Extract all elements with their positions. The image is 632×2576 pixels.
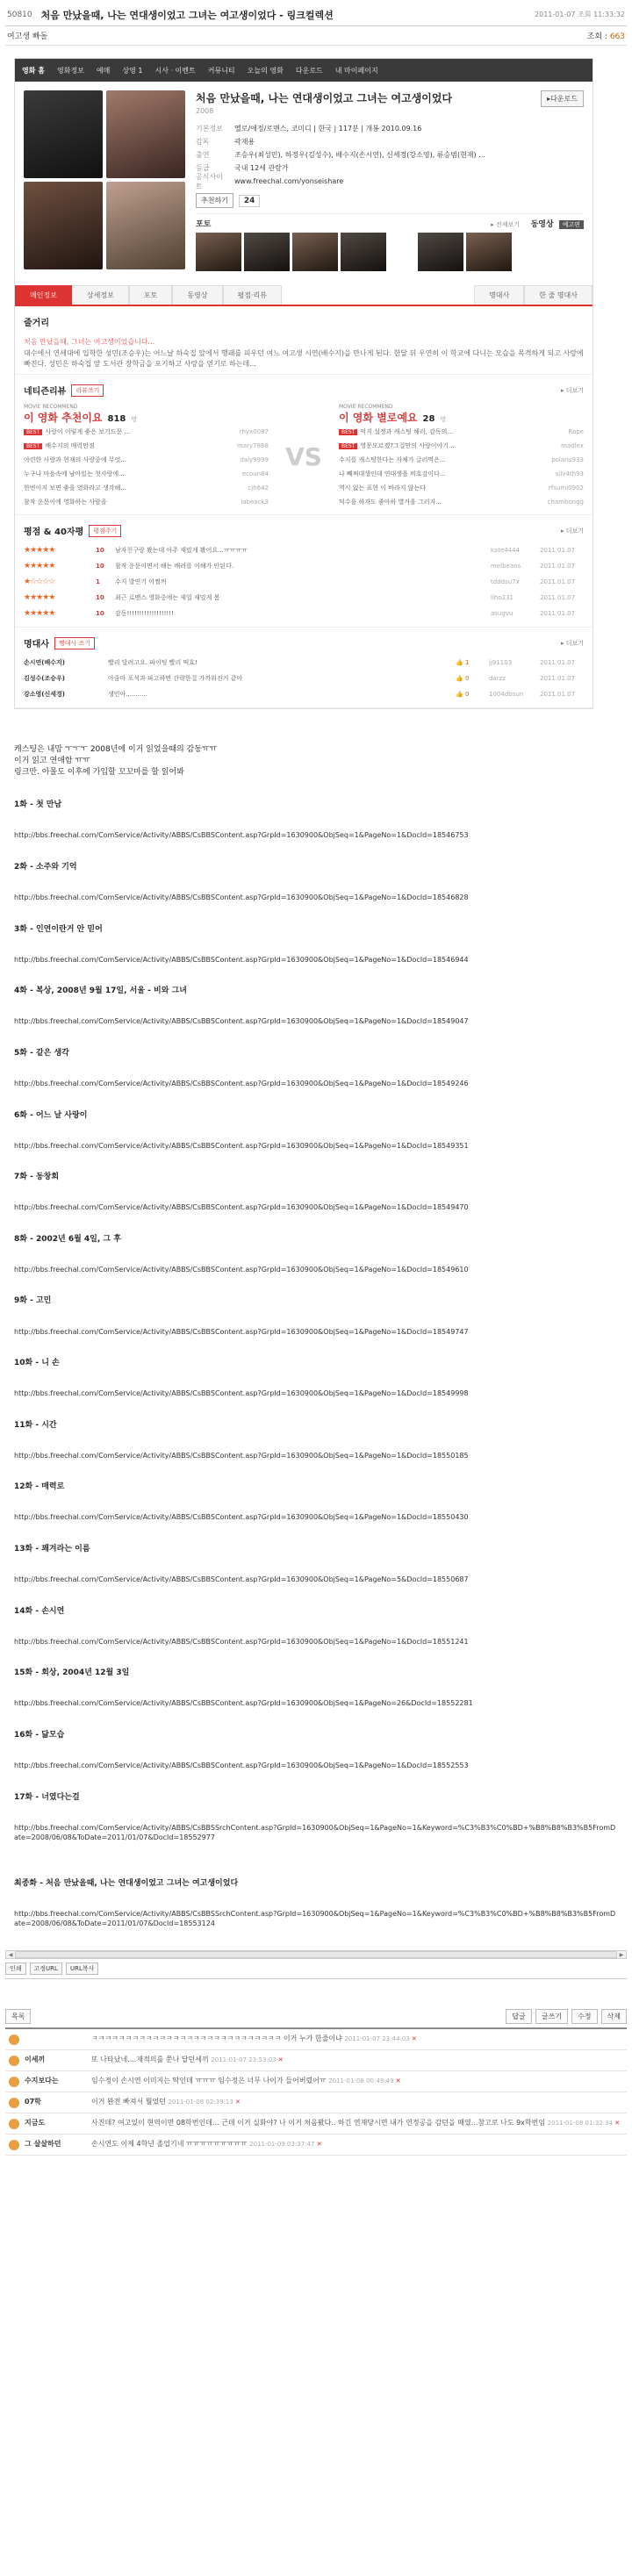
review-text[interactable]: 수지를 캐스팅한다는 자체가 글러먹은...	[339, 456, 446, 464]
review-item[interactable]	[339, 425, 584, 439]
line-text: 아줌마 포석과 파고하면 간략한걸 가까워진거 같아	[108, 675, 243, 683]
comment-text: ㅋㅋㅋㅋㅋㅋㅋㅋㅋㅋㅋㅋㅋㅋㅋㅋㅋㅋㅋㅋㅋㅋㅋㅋㅋㅋㅋㅋ 이거 누가 한줄이냐	[91, 2034, 342, 2043]
media-thumbnails	[196, 233, 584, 271]
rating-text: 남자친구랑 봤는데 아주 재밌게 봤어요...ㅠㅠㅠㅠ	[115, 547, 248, 555]
review-user: silv4th93	[555, 470, 584, 478]
comment-body	[91, 2097, 623, 2107]
info-row	[196, 161, 584, 175]
comment-body	[91, 2055, 623, 2065]
rating-date: 2011.01.07	[540, 547, 576, 555]
photo-thumbnail[interactable]	[196, 233, 241, 271]
intro-line: 링크만. 아몰도 이후에 가입할 꼬꼬마를 할 읽어봐	[14, 768, 184, 778]
comment-date: 2011-01-07 23:44:03	[344, 2035, 410, 2043]
nav-item[interactable]: 다운로드	[295, 66, 323, 75]
review-user: mary7868	[237, 442, 269, 450]
thumb-count: 0	[464, 675, 470, 683]
tab-video[interactable]: 동영상	[172, 285, 222, 305]
post-body	[5, 709, 627, 1929]
movie-title: 처음 만났을때, 나는 연대생이었고 그녀는 여고생이었다	[196, 92, 453, 104]
rating-date: 2011.01.07	[540, 594, 576, 602]
episode-title: 9화 - 고민	[14, 1296, 52, 1306]
review-text[interactable]: 사랑이 이렇게 좋은 보기드문 ...	[45, 428, 131, 436]
rating-user[interactable]: melbeans	[491, 563, 521, 570]
synopsis-section	[15, 306, 592, 375]
info-key: 등급	[196, 164, 210, 172]
comment-user-icon	[9, 2098, 19, 2108]
episode-link[interactable]: http://bbs.freechal.com/ComService/Activity/ABBS/CsBBSContent.asp?GrpId=1630900&ObjSeq=1&PageNo=1&DocId=18551241	[14, 1637, 469, 1646]
nav-item[interactable]: 상영 1	[122, 66, 143, 75]
rating-date: 2011.01.07	[540, 563, 576, 570]
review-item[interactable]	[24, 425, 269, 439]
final-episode-title: 최종화 - 처음 만났을때, 나는 연대생이었고 그녀는 여고생이었다	[14, 1878, 239, 1888]
line-user[interactable]: 1004dbsun	[489, 691, 524, 699]
best-badge: BEST	[339, 429, 357, 435]
review-user: cjh642	[248, 484, 269, 492]
nav-item[interactable]: 시사 · 이벤트	[154, 66, 196, 75]
movie-tabs	[15, 283, 592, 306]
nav-item[interactable]: 영화정보	[56, 66, 84, 75]
review-text-wrap	[339, 456, 446, 464]
nav-item[interactable]: 예매	[96, 66, 111, 75]
review-user: madlex	[561, 442, 584, 450]
episode-link[interactable]: http://bbs.freechal.com/ComService/Activity/ABBS/CsBBSContent.asp?GrpId=1630900&ObjSeq=1&PageNo=1&DocId=18549351	[14, 1141, 469, 1150]
nav-item[interactable]: 내 마이페이지	[334, 66, 378, 75]
review-user: chambongg	[547, 499, 584, 506]
episode-title: 3화 - 인연이란거 안 믿어	[14, 924, 103, 934]
rating-row	[24, 606, 584, 621]
comment-delete-icon[interactable]: ✕	[276, 2056, 284, 2064]
info-row	[196, 122, 584, 135]
comment-author[interactable]: 07학	[25, 2098, 41, 2106]
comment-date: 2011-01-09 03:37:47	[249, 2141, 315, 2149]
not-recommend-total: 28	[422, 414, 435, 425]
comment-user-icon	[9, 2119, 19, 2129]
famous-lines-section	[15, 628, 592, 708]
final-episode-link[interactable]: http://bbs.freechal.com/ComService/Activity/ABBS/CsBBSSrchContent.asp?GrpId=1630900&ObjSeq=1&PageNo=1&Keyword=%C3%B3%C0%BD+%B8%B8%B3%B5FromDate=2008/06/08&ToDate=2011/01/07&DocId=18553124	[14, 1909, 616, 1928]
line-user[interactable]: darzz	[489, 675, 506, 683]
netizen-review-title: 네티즌리뷰	[24, 387, 67, 398]
episode-link[interactable]: http://bbs.freechal.com/ComService/Activity/ABBS/CsBBSContent.asp?GrpId=1630900&ObjSeq=1&PageNo=1&DocId=18549470	[14, 1203, 469, 1212]
episode-title: 8화 - 2002년 6월 4일, 그 후	[14, 1234, 121, 1244]
thumb-count: 0	[464, 691, 470, 699]
recommend-column: MOVIE RECOMMEND 이 영화 추천이요 818 명 BEST 사랑이 이렇게 좋은 보기드문 ... rhyx0087 BEST 배수지의 매력만점 mary7868 아련한 사랑과 현재의 사랑중에 무엇... daly9999 누구나 마음속에 남아있는 첫사랑에... ecoun84 한번이지 보면 좋을 영화라고 생각해... cjh642 참작 운문이에 영화하는 사람을 labeack3	[24, 404, 269, 509]
episode-title: 11화 - 시간	[14, 1420, 57, 1430]
comment-user-icon	[9, 2056, 19, 2066]
episode-title: 5화 - 같은 생각	[14, 1048, 69, 1058]
star-rating: ★★★★★	[24, 593, 55, 603]
rating-title: 평점 & 40자평	[24, 527, 84, 538]
review-text[interactable]: 나 빼쩌대생인데 연대생을 비호감이다...	[339, 470, 446, 478]
review-text[interactable]: 배수지의 매력만점	[45, 442, 95, 450]
star-rating: ★★★★★	[24, 546, 55, 556]
episode-link[interactable]: http://bbs.freechal.com/ComService/Activity/ABBS/CsBBSContent.asp?GrpId=1630900&ObjSeq=1&PageNo=1&DocId=18549047	[14, 1017, 469, 1026]
rating-section	[15, 515, 592, 628]
comment-body	[91, 2118, 623, 2128]
review-item[interactable]	[339, 481, 584, 495]
episode-title: 12화 - 매력로	[14, 1482, 65, 1492]
synopsis-text: 대수에서 연세대에 입학한 성민(조승우)는 어느날 하숙집 앞에서 행패를 피우던 여느 여고생 시연(배수지)을 만나게 된다. 한달 뒤 우연히 이 학교에 다니는 모습을 목격하게 되고 사랑에 빠진다. 성민은 하숙집 앞 도서관 장학금을 포기하고 사랑을 얻기로 하는데...	[24, 349, 584, 368]
post-header	[5, 4, 627, 26]
comment-delete-icon[interactable]: ✕	[613, 2120, 621, 2128]
line-user[interactable]: jj91103	[489, 659, 513, 667]
video-tag[interactable]: 예고편	[559, 220, 584, 229]
netizen-review-section	[15, 375, 592, 515]
episode-title: 2화 - 소주와 기억	[14, 862, 77, 872]
episode-link[interactable]: http://bbs.freechal.com/ComService/Activity/ABBS/CsBBSContent.asp?GrpId=1630900&ObjSeq=1&PageNo=1&DocId=18552553	[14, 1761, 469, 1769]
url-toolbar	[5, 1959, 627, 1979]
line-character: 손시연(배수지)	[24, 659, 65, 667]
comment-delete-icon[interactable]: ✕	[409, 2035, 417, 2043]
line-date: 2011.01.07	[540, 675, 576, 683]
rating-row	[24, 542, 584, 558]
comment-date: 2011-01-08 00:49:49	[328, 2077, 394, 2085]
comment-text: 손시연도 이제 4학년 졸업기네 ㅠㅠㅠㅠㅠㅠㅠㅠㅠ	[91, 2140, 248, 2149]
episode-link[interactable]: http://bbs.freechal.com/ComService/Activity/ABBS/CsBBSContent.asp?GrpId=1630900&ObjSeq=1&PageNo=26&DocId=18552281	[14, 1699, 473, 1708]
photo-thumbnail[interactable]	[292, 233, 338, 271]
rating-row	[24, 574, 584, 590]
review-text-wrap	[339, 498, 442, 506]
scroll-thumb[interactable]	[15, 1951, 617, 1958]
intro-line: 캐스팅은 내맘 ㅜㅜㅜ 2008년에 이거 읽었을때의 감동ㅠㅠ	[14, 745, 218, 755]
comment-text: 이거 완전 빠져서 뭘었던	[91, 2098, 166, 2106]
comment-author[interactable]: 지금도	[25, 2119, 46, 2128]
info-value: 곽재용	[234, 138, 255, 146]
info-value: 조승우(최성민), 하정우(김성수), 배수지(손시연), 신세경(강소영), 류승범(현재) ...	[234, 151, 485, 159]
review-text[interactable]: 영문모르겠?그걸만의 사랑이야기...	[360, 442, 455, 450]
info-key: 감독	[196, 138, 210, 146]
episode-title: 15화 - 회상, 2004년 12월 3일	[14, 1668, 130, 1678]
comment-user-icon	[9, 2140, 19, 2150]
famous-line-row	[24, 671, 584, 686]
rating-user[interactable]: kate4444	[491, 547, 521, 555]
line-character: 김성수(조승우)	[24, 675, 65, 683]
review-item[interactable]	[339, 495, 584, 509]
review-item[interactable]	[339, 453, 584, 467]
video-thumbnail[interactable]	[466, 233, 512, 271]
review-text-wrap	[339, 427, 453, 436]
comment-body	[91, 2076, 623, 2086]
download-button[interactable]: ▸다운로드	[541, 90, 584, 107]
episode-title: 1화 - 첫 만남	[14, 800, 62, 810]
lines-more-link[interactable]: ▸ 더보기	[560, 639, 584, 647]
info-key: 기본정보	[196, 125, 223, 133]
episode-title: 16화 - 닮모습	[14, 1730, 65, 1740]
post-date: 2011-01-07 조회 11:33:32	[535, 11, 625, 18]
comment-body	[91, 2139, 623, 2149]
line-text: 빨리 달려고요. 파이팅 빨리 떡효!	[108, 659, 198, 667]
info-key: 출연	[196, 151, 210, 159]
rating-date: 2011.01.07	[540, 610, 576, 618]
rating-row	[24, 558, 584, 574]
review-text-wrap	[24, 484, 126, 492]
recommend-title: 이 영화 추천이요	[24, 412, 103, 425]
info-row	[196, 172, 584, 190]
review-text-wrap	[339, 470, 446, 478]
episode-link[interactable]: http://bbs.freechal.com/ComService/Activity/ABBS/CsBBSContent.asp?GrpId=1630900&ObjSeq=1&PageNo=5&DocId=18550687	[14, 1575, 469, 1584]
comment-text: 사진데? 여고있이 현역이면 08학번인데... 근데 이거 실화야? 나 이거 처음봤다.. 하긴 연재당시면 내가 연정공을 감던을 때였...참고로 나도 9x학번임	[91, 2119, 546, 2128]
tab-main-info[interactable]: 메인정보	[15, 285, 72, 305]
rating-text: 감동!!!!!!!!!!!!!!!!!!!	[115, 610, 174, 618]
rating-row	[24, 590, 584, 606]
view-count: 조회 : 663	[586, 32, 625, 41]
comment-user-icon	[9, 2077, 19, 2087]
episode-title: 6화 - 어느 날 사랑이	[14, 1110, 88, 1120]
info-value: 국내 12세 관람가	[234, 164, 289, 172]
star-rating: ★☆☆☆☆	[24, 578, 55, 587]
line-character: 강소영(신세경)	[24, 691, 65, 699]
review-text-wrap	[339, 484, 426, 492]
line-text: 생민아...........	[108, 691, 147, 699]
comment-item	[5, 2113, 627, 2135]
episode-title: 7화 - 동창회	[14, 1173, 60, 1182]
post-number: 50810	[7, 10, 32, 19]
vs-label: VS	[285, 441, 322, 471]
photo-label: 포토	[196, 220, 212, 229]
review-text-wrap	[24, 441, 95, 450]
info-row	[196, 148, 584, 161]
scroll-left-icon[interactable]: ◀	[8, 1951, 13, 1958]
comment-item	[5, 2050, 627, 2071]
comment-item	[5, 2071, 627, 2092]
rating-user[interactable]: tdddsu7x	[491, 578, 520, 586]
rate-button[interactable]: 평점주기	[89, 525, 121, 537]
review-text[interactable]: 한번이지 보면 좋을 영화라고 생각해...	[24, 484, 127, 492]
review-user: rfsumi0902	[548, 484, 584, 492]
list-button[interactable]: 목록	[5, 2009, 31, 2024]
episode-title: 10화 - 니 손	[14, 1359, 60, 1368]
tab-famous-lines[interactable]: 명대사	[474, 285, 524, 305]
comment-date: 2011-01-08 02:39:13	[168, 2099, 233, 2106]
info-value: 멜로/애정/로맨스, 코미디 | 한국 | 117분 | 개봉 2010.09.16	[234, 125, 422, 133]
rating-text: 최근 로맨스 영화중에는 제일 재밌게 봄	[115, 594, 220, 602]
info-key: 공식사이트	[196, 172, 223, 190]
comment-text: 임수정이 손시연 이미지는 딱인데 ㅠㅠㅠ 임수정은 너무 나이가 들어버렸어ㅠ	[91, 2077, 327, 2085]
review-item[interactable]	[24, 481, 269, 495]
board-action-button[interactable]: 글쓰기	[535, 2009, 568, 2024]
review-user: rhyx0087	[239, 428, 269, 436]
recommend-button[interactable]: 추천하기	[196, 193, 233, 208]
best-badge: BEST	[339, 443, 357, 449]
episode-title: 4화 - 복상, 2008년 9월 17일, 서울 - 비와 그녀	[14, 987, 187, 996]
nav-item[interactable]: 오늘의 영화	[247, 66, 284, 75]
horizontal-scrollbar[interactable]	[5, 1950, 627, 1959]
famous-line-row	[24, 686, 584, 702]
video-thumbnail[interactable]	[418, 233, 463, 271]
info-value[interactable]: www.freechal.com/yonseishare	[234, 177, 344, 185]
episode-link[interactable]: http://bbs.freechal.com/ComService/Activity/ABBS/CsBBSContent.asp?GrpId=1630900&ObjSeq=1&PageNo=1&DocId=18546828	[14, 893, 469, 902]
episode-link[interactable]: http://bbs.freechal.com/ComService/Activity/ABBS/CsBBSContent.asp?GrpId=1630900&ObjSeq=1&PageNo=1&DocId=18550185	[14, 1451, 469, 1460]
thumb-up-icon[interactable]: 👍 1	[456, 659, 470, 667]
recommend-count: 24	[239, 195, 261, 207]
episode-title: 13화 - 꽤겨라는 이름	[14, 1545, 90, 1554]
review-user: Rope	[568, 428, 584, 436]
episode-title: 17화 - 너였다는걸	[14, 1792, 80, 1802]
review-item[interactable]	[24, 467, 269, 481]
comment-list	[5, 2027, 627, 2156]
comment-body	[91, 2034, 623, 2044]
thumb-up-icon[interactable]: 👍 0	[456, 675, 470, 683]
episode-link[interactable]: http://bbs.freechal.com/ComService/Activity/ABBS/CsBBSContent.asp?GrpId=1630900&ObjSeq=1&PageNo=1&DocId=18546753	[14, 831, 469, 840]
rating-user[interactable]: asugvu	[491, 610, 514, 618]
review-text[interactable]: 아련한 사랑과 현재의 사랑중에 무엇...	[24, 456, 127, 464]
comment-text: 또 나타났네....재적의를 쭌나 달던세끼	[91, 2056, 209, 2064]
nav-item[interactable]: 영화 홈	[22, 66, 45, 75]
video-label: 동영상	[530, 220, 554, 229]
tab-detail[interactable]: 상세정보	[72, 285, 129, 305]
post-author[interactable]: 여고생 빠돌	[7, 32, 48, 41]
review-text-wrap	[24, 498, 107, 506]
rating-user[interactable]: liho231	[491, 594, 514, 602]
rating-more-link[interactable]: ▸ 더보기	[560, 527, 584, 535]
url-tool-button[interactable]: 인쇄	[5, 1962, 26, 1975]
poster-image	[106, 90, 185, 178]
rating-score: 10	[96, 594, 104, 602]
review-item[interactable]	[24, 495, 269, 509]
episode-link[interactable]: http://bbs.freechal.com/ComService/Activity/ABBS/CsBBSContent.asp?GrpId=1630900&ObjSeq=1&PageNo=1&DocId=18546944	[14, 955, 469, 964]
photo-thumbnail[interactable]	[244, 233, 290, 271]
review-user: polaris933	[551, 456, 584, 464]
poster-collage	[24, 90, 189, 269]
author-row	[5, 26, 627, 46]
episode-link[interactable]: http://bbs.freechal.com/ComService/Activity/ABBS/CsBBSContent.asp?GrpId=1630900&ObjSeq=1&PageNo=1&DocId=18549998	[14, 1389, 469, 1398]
comment-item	[5, 2029, 627, 2050]
comment-delete-icon[interactable]: ✕	[314, 2141, 322, 2149]
nav-item[interactable]: 커뮤니티	[207, 66, 235, 75]
comment-date: 2011-01-08 01:32:34	[547, 2120, 614, 2128]
thumb-up-icon[interactable]: 👍 0	[456, 691, 470, 699]
episode-link[interactable]: http://bbs.freechal.com/ComService/Activity/ABBS/CsBBSContent.asp?GrpId=1630900&ObjSeq=1&PageNo=1&DocId=18549747	[14, 1327, 469, 1336]
comment-item	[5, 2092, 627, 2113]
not-recommend-title: 이 영화 별로예요	[339, 412, 418, 425]
movie-info-box	[14, 58, 593, 709]
rating-score: 1	[96, 578, 100, 586]
poster-image	[24, 182, 103, 269]
review-item[interactable]	[24, 439, 269, 453]
comment-user-icon	[9, 2034, 19, 2045]
review-text[interactable]: 누구나 마음속에 남아있는 첫사랑에...	[24, 470, 125, 478]
scroll-right-icon[interactable]: ▶	[619, 1951, 624, 1958]
comment-author[interactable]: 그 살살하던	[25, 2140, 61, 2149]
review-item[interactable]	[339, 467, 584, 481]
board-actions	[5, 2006, 627, 2027]
recommend-total: 818	[107, 414, 126, 425]
rating-date: 2011.01.07	[540, 578, 576, 586]
netizen-more-link[interactable]: ▸ 더보기	[560, 386, 584, 394]
line-date: 2011.01.07	[540, 659, 576, 667]
movie-nav	[15, 59, 592, 82]
comment-delete-icon[interactable]: ✕	[233, 2099, 241, 2106]
review-user: ecoun84	[241, 470, 269, 478]
poster-image	[24, 90, 103, 178]
rating-score: 10	[96, 563, 104, 570]
photo-more-link[interactable]: ▸ 전체보기	[491, 221, 521, 228]
tab-photo[interactable]: 포토	[129, 285, 172, 305]
review-item[interactable]	[339, 439, 584, 453]
review-user: labeack3	[241, 499, 269, 506]
intro-line: 이거 읽고 연애함 ㅠㅠ	[14, 757, 90, 766]
episode-title: 14화 - 손시연	[14, 1606, 65, 1616]
tab-oneline[interactable]: 한 줄 명대사	[524, 285, 592, 305]
comment-item	[5, 2135, 627, 2156]
review-text[interactable]: 참작 운문이에 영화하는 사람을	[24, 499, 107, 506]
url-tool-button[interactable]: URL복사	[66, 1962, 98, 1975]
post-title: 처음 만났을때, 나는 연대생이었고 그녀는 여고생이었다 - 링크컬렉션	[40, 9, 334, 21]
review-text[interactable]: 역시 없는 표현 이 바라지 않는다	[339, 484, 427, 492]
review-text-wrap	[24, 456, 126, 464]
board-action-button[interactable]: 삭제	[601, 2009, 627, 2024]
synopsis-title: 줄거리	[24, 319, 49, 328]
rating-score: 10	[96, 610, 104, 618]
info-row	[196, 135, 584, 148]
best-badge: BEST	[24, 443, 42, 449]
board-action-button[interactable]: 수정	[571, 2009, 597, 2024]
tab-review[interactable]: 평점·리뷰	[223, 285, 282, 305]
comment-author[interactable]: 이세끼	[25, 2056, 46, 2064]
star-rating: ★★★★★	[24, 562, 55, 571]
write-review-button[interactable]: 리뷰쓰기	[71, 384, 104, 397]
review-text-wrap	[24, 470, 125, 478]
review-text-wrap	[24, 427, 130, 436]
best-badge: BEST	[24, 429, 42, 435]
write-line-button[interactable]: 명대사 쓰기	[54, 637, 95, 649]
poster-image	[106, 182, 185, 269]
episode-link[interactable]: http://bbs.freechal.com/ComService/Activity/ABBS/CsBBSSrchContent.asp?GrpId=1630900&ObjSeq=1&PageNo=1&Keyword=%C3%B3%C0%BD+%B8%B8%B3%B5FromDate=2008/06/08&ToDate=2011/01/07&DocId=18552977	[14, 1823, 616, 1842]
photo-thumbnail[interactable]	[341, 233, 386, 271]
review-text-wrap	[339, 441, 455, 450]
movie-info-table	[196, 122, 584, 188]
review-user: daly9999	[240, 456, 269, 464]
synopsis-lead: 처음 만났을때, 그녀는 여고생이었습니다...	[24, 338, 155, 346]
movie-year: 2008	[196, 107, 214, 115]
url-tool-button[interactable]: 고정URL	[30, 1962, 62, 1975]
rating-text: 참작 운문이면서 해는 배려를 이해가 안된다.	[115, 563, 234, 570]
episode-link[interactable]: http://bbs.freechal.com/ComService/Activity/ABBS/CsBBSContent.asp?GrpId=1630900&ObjSeq=1&PageNo=1&DocId=18549246	[14, 1079, 469, 1087]
comment-delete-icon[interactable]: ✕	[393, 2077, 401, 2085]
famous-line-row	[24, 655, 584, 671]
rating-score: 10	[96, 547, 104, 555]
line-date: 2011.01.07	[540, 691, 576, 699]
rating-text: 수지 발연기 어쩔꺼	[115, 578, 167, 586]
review-item[interactable]	[24, 453, 269, 467]
episode-link[interactable]: http://bbs.freechal.com/ComService/Activity/ABBS/CsBBSContent.asp?GrpId=1630900&ObjSeq=1&PageNo=1&DocId=18550430	[14, 1513, 469, 1522]
thumb-count: 1	[464, 659, 470, 667]
comment-date: 2011-01-07 23:53:03	[211, 2056, 276, 2064]
episode-link[interactable]: http://bbs.freechal.com/ComService/Activity/ABBS/CsBBSContent.asp?GrpId=1630900&ObjSeq=1&PageNo=1&DocId=18549610	[14, 1265, 469, 1274]
star-rating: ★★★★★	[24, 609, 55, 619]
famous-lines-title: 명대사	[24, 640, 49, 650]
board-action-button[interactable]: 답글	[506, 2009, 531, 2024]
not-recommend-column: MOVIE RECOMMEND 이 영화 별로예요 28 명 BEST 억지 설정과 캐스팅 해러, 감독의... Rope BEST 영문모르겠?그걸만의 사랑이야기... madlex 수지를 캐스팅한다는 자체가 글러먹은... polaris933 나 빼쩌대생인데 연대생을 비호감이다... silv4th93 역시 없는 표현 이 바라지 않는다 rfsumi0902 덕수을 하자도 좋아하 별거을 그러자... chambongg	[339, 404, 584, 509]
comment-author[interactable]: 수지보다는	[25, 2077, 59, 2085]
review-text[interactable]: 억지 설정과 캐스팅 해러, 감독의...	[360, 428, 454, 436]
review-text[interactable]: 덕수을 하자도 좋아하 별거을 그러자...	[339, 499, 442, 506]
